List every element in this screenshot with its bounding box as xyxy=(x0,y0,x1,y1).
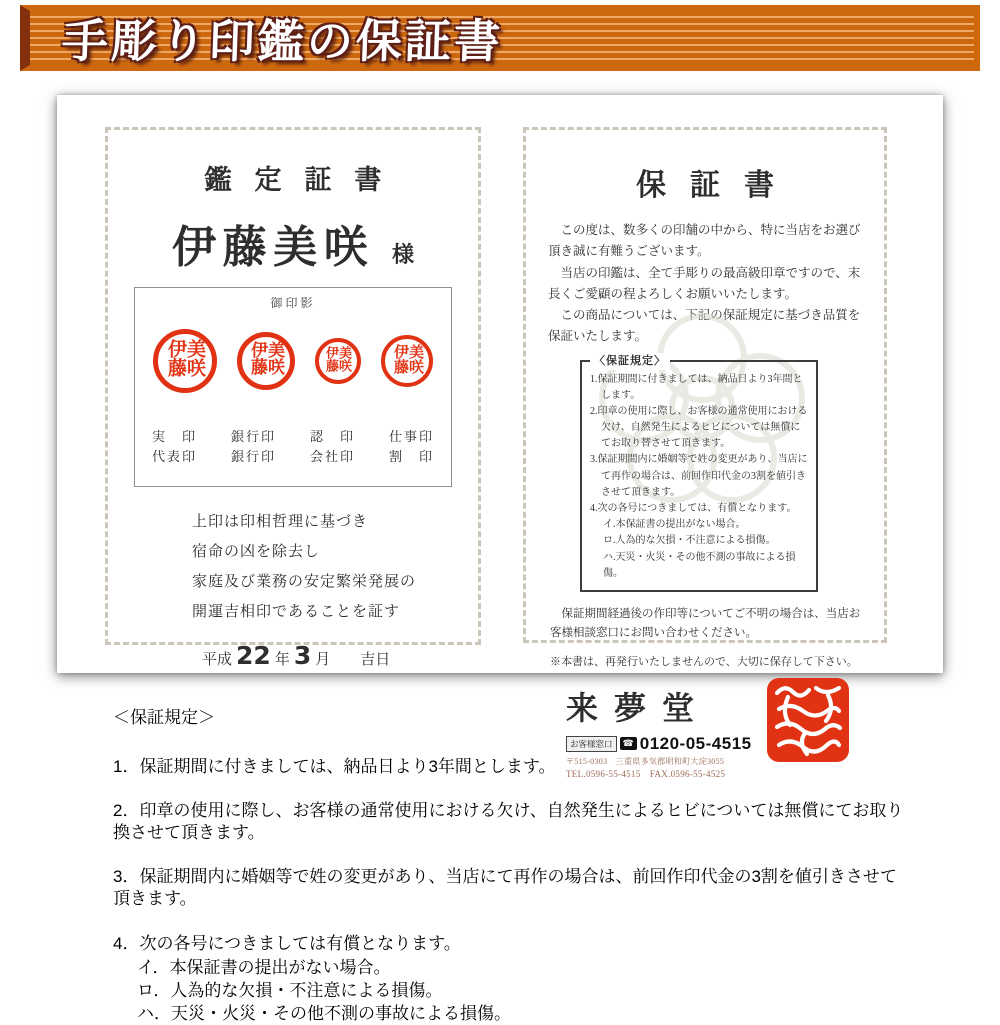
seal-chars: 美咲伊藤 xyxy=(324,346,352,372)
month-unit: 月 xyxy=(315,652,331,668)
seal-stamp-jitsuin-icon xyxy=(153,329,217,393)
regulations-item: 4．次の各号につきましては有償となります。 xyxy=(113,933,461,953)
regulations-item: 1．保証期間に付きましては、納品日より3年間とします。 xyxy=(113,757,556,777)
impression-box-label: 御印影 xyxy=(270,296,316,310)
seal-chars: 美咲伊藤 xyxy=(392,344,423,374)
seal-row xyxy=(135,315,451,407)
customer-name-text: 伊藤美咲 xyxy=(171,223,375,272)
seal-chars: 美咲伊藤 xyxy=(165,339,205,377)
appraisal-certificate xyxy=(105,127,481,670)
seal-stamp-label: 銀行印 銀行印 xyxy=(230,429,276,465)
seal-stamp-shigotoin-icon xyxy=(381,335,433,387)
warranty-title: 保証書 xyxy=(636,169,798,202)
seal-chars: 美咲伊藤 xyxy=(248,341,284,375)
appraisal-statement xyxy=(192,507,478,627)
regulation-item: 2.印章の使用に際し、お客様の通常使用における欠け、自然発生によるヒビについては無償にてお取り替させて頂きます。 xyxy=(590,405,808,450)
page-banner xyxy=(20,5,980,71)
day-label: 吉日 xyxy=(360,652,391,668)
regulations-subitems xyxy=(137,957,905,1025)
regulations-item: 2．印章の使用に際し、お客様の通常使用における欠け、自然発生によるヒビについては無償にてお取り換させて頂きます。 xyxy=(113,801,904,843)
year-value: 22 xyxy=(236,641,271,670)
certificates-photo xyxy=(57,95,943,779)
after-note: 保証期間経過後の作印等についてご不明の場合は、当店お客様相談窓口にお問い合わせください。 xyxy=(550,607,861,639)
store-telfax: TEL.0596-55-4515 FAX.0596-55-4525 xyxy=(566,768,726,779)
seal-labels xyxy=(135,427,451,467)
phone-number: 0120-05-4515 xyxy=(639,733,752,753)
regulation-box xyxy=(580,354,818,592)
appraisal-title: 鑑定証書 xyxy=(204,165,405,195)
store-name: 来夢堂 xyxy=(566,689,711,726)
seal-stamp-ginkoin-icon xyxy=(237,332,295,390)
regulations-heading: ＜保証規定＞ xyxy=(113,708,215,727)
warranty-paragraph: 当店の印鑑は、全て手彫りの最高級印章ですので、末長くご愛顧の程よろしくお願いいたします。 xyxy=(548,265,861,301)
month-value: 3 xyxy=(293,641,312,670)
seal-stamp-label: 仕事印 割 印 xyxy=(388,429,434,465)
seal-stamp-label: 認 印 会社印 xyxy=(309,429,355,465)
regulation-subitem: ロ.人為的な欠損・不注意による損傷。 xyxy=(603,535,776,547)
statement-line: 宿命の凶を除去し xyxy=(192,544,321,560)
regulation-item: 3.保証期間内に婚姻等で姓の変更があり、当店にて再作の場合は、前回作印代金の3割を値引きさせて頂きます。 xyxy=(590,454,808,498)
statement-line: 上印は印相哲理に基づき xyxy=(192,514,369,530)
regulations-item: 3．保証期間内に婚姻等で姓の変更があり、当店にて再作の場合は、前回作印代金の3割を値引きさせて頂きます。 xyxy=(113,867,897,909)
impression-box xyxy=(134,287,452,487)
regulation-item: 1.保証期間に付きましては、納品日より3年間とします。 xyxy=(590,373,803,401)
banner-title: 手彫り印鑑の保証書 xyxy=(60,15,504,67)
store-address: 〒515-0303 三重県多気郡明和町大淀3055 xyxy=(566,756,725,766)
warranty-certificate xyxy=(523,127,887,779)
warranty-paragraph: この商品については、下記の保証規定に基づき品質を保証いたします。 xyxy=(548,308,861,344)
honorific: 様 xyxy=(392,242,415,267)
freedial-phone-icon: ☎ xyxy=(620,737,637,750)
regulation-box-legend: 〈保証規定〉 xyxy=(590,353,670,371)
statement-line: 家庭及び業務の安定繁栄発展の xyxy=(192,574,417,590)
year-unit: 年 xyxy=(274,652,290,668)
store-row xyxy=(566,683,884,780)
regulations-subitem: ハ．天災・火災・その他不測の事故による損傷。 xyxy=(137,1003,511,1023)
seal-stamp-label: 実 印 代表印 xyxy=(151,429,197,465)
regulations-subitem: ロ．人為的な欠損・不注意による損傷。 xyxy=(137,980,443,1000)
keep-note: ※本書は、再発行いたしませんので、大切に保存して下さい。 xyxy=(550,655,858,668)
seal-stamp-mitomein-icon xyxy=(315,338,361,384)
regulations-subitem: イ．本保証書の提出がない場合。 xyxy=(137,957,391,977)
appraisal-date xyxy=(202,641,478,670)
statement-line: 開運吉相印であることを証す xyxy=(192,604,401,620)
era-label: 平成 xyxy=(202,652,233,668)
customer-service-badge: お客様窓口 xyxy=(566,736,617,752)
warranty-paragraph: この度は、数多くの印舗の中から、特に当店をお選び頂き誠に有難うございます。 xyxy=(548,223,861,259)
regulation-subitem: イ.本保証書の提出がない場合。 xyxy=(603,519,746,531)
store-contact xyxy=(566,734,752,780)
store-seal-stamp-icon xyxy=(764,675,852,765)
regulation-subitem: ハ.天災・火災・その他不測の事故による損傷。 xyxy=(603,551,796,579)
customer-name xyxy=(108,211,478,275)
regulation-item: 4.次の各号につきましては、有償となります。 xyxy=(590,503,797,514)
